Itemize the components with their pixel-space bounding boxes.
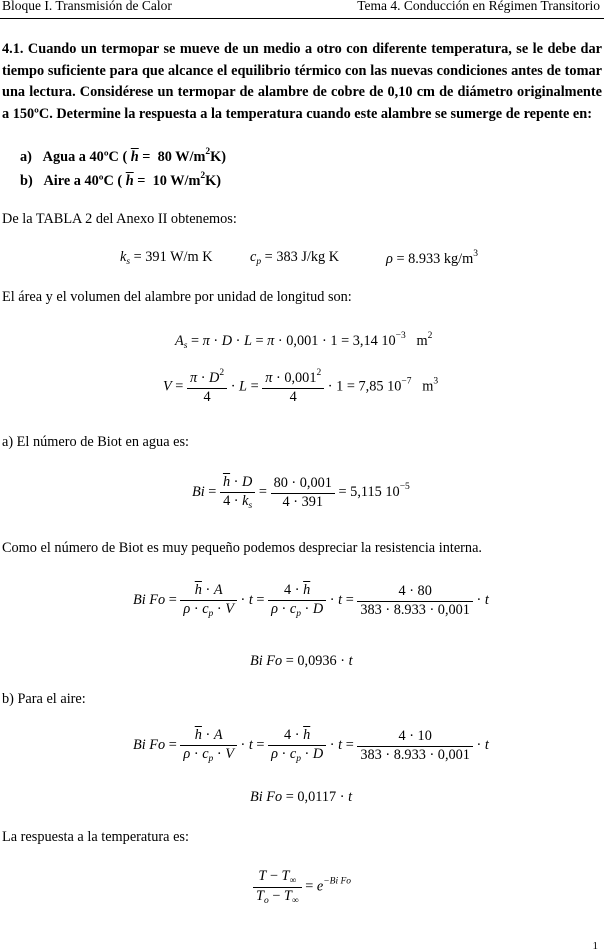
response-text: La respuesta a la temperatura es: bbox=[2, 829, 189, 845]
air-intro: b) Para el aire: bbox=[2, 691, 86, 707]
eq-water-result: Bi Fo = 0,0936 · t bbox=[250, 653, 353, 669]
page-number: 1 bbox=[592, 940, 598, 952]
eq-bifo-air: Bi Fo = $\frac{\overline{h} \cdot A}{\rho \cdot c_p \cdot V}$ · t = $\frac{4 \cdot \overline{h}}{\rho \cdot c_p \cdot D}$ · t = $\frac{4 \cdot 10}{383 \cdot 8.933 \cdot 0,001}$ · t bbox=[133, 727, 489, 764]
problem-statement: 4.1. Cuando un termopar se mueve de un medio a otro con diferente temperatura, se le debe dar tiempo suficiente para que alcance el equilibrio térmico con las nuevas condiciones antes de tomar una lectura. Considérese un termopar de alambre de cobre de 0,10 cm de diámetro originalmente a 150ºC. Determine la respuesta a la temperatura cuando este alambre se sumerge de repente en: bbox=[2, 41, 602, 122]
case-a: a) Agua a 40ºC ( $\overline{h} = 80$ $W/m^2K$) bbox=[20, 147, 227, 165]
eq-bifo-water: Bi Fo = $\frac{\overline{h} \cdot A}{\rho \cdot c_p \cdot V}$ · t = $\frac{4 \cdot \overline{h}}{\rho \cdot c_p \cdot D}$ · t = $\frac{4 \cdot 80}{383 \cdot 8.933 \cdot 0,001}$ · t bbox=[133, 582, 489, 619]
geometry-text: El área y el volumen del alambre por unidad de longitud son: bbox=[2, 289, 352, 305]
eq-rho: ρ = 8.933 $kg/m^3$ bbox=[386, 249, 478, 267]
header-left: Bloque I. Transmisión de Calor bbox=[2, 0, 172, 13]
eq-air-result: Bi Fo = 0,0117 · t bbox=[250, 789, 353, 805]
eq-volume: V = $\frac{\pi \cdot D^2}{4}$ · L = $\frac{\pi \cdot 0,001^2}{4}$ · 1 = 7,85 $10^{-7}$ $m^3$ bbox=[163, 368, 439, 405]
eq-biot: Bi = $\frac{\overline{h} \cdot D}{4 \cdot k_s}$ = $\frac{80 \cdot 0,001}{4 \cdot 391}$ = 5,115 $10^{-5}$ bbox=[192, 474, 410, 511]
header-right: Tema 4. Conducción en Régimen Transitorio bbox=[357, 0, 600, 13]
header-rule bbox=[0, 18, 604, 19]
biot-intro: a) El número de Biot en agua es: bbox=[2, 434, 189, 450]
case-b: b) Aire a 40ºC ( $\overline{h} = 10$ $W/m^2K$) bbox=[20, 171, 222, 189]
eq-cp: $c_p = 383$ J/kg K bbox=[250, 249, 340, 267]
eq-area: $A_s = \pi \cdot D \cdot L = \pi \cdot 0,001 \cdot 1 = 3,14$ $10^{-3}$ $m^2$ bbox=[175, 331, 433, 351]
eq-response: $\frac{T - T_\infty}{T_o - T_\infty}$ = $e^{-Bi Fo}$ bbox=[253, 868, 351, 906]
biot-note: Como el número de Biot es muy pequeño podemos despreciar la resistencia interna. bbox=[2, 540, 482, 556]
props-intro: De la TABLA 2 del Anexo II obtenemos: bbox=[2, 211, 237, 227]
eq-k: $k_s = 391$ W/m K bbox=[120, 249, 213, 267]
